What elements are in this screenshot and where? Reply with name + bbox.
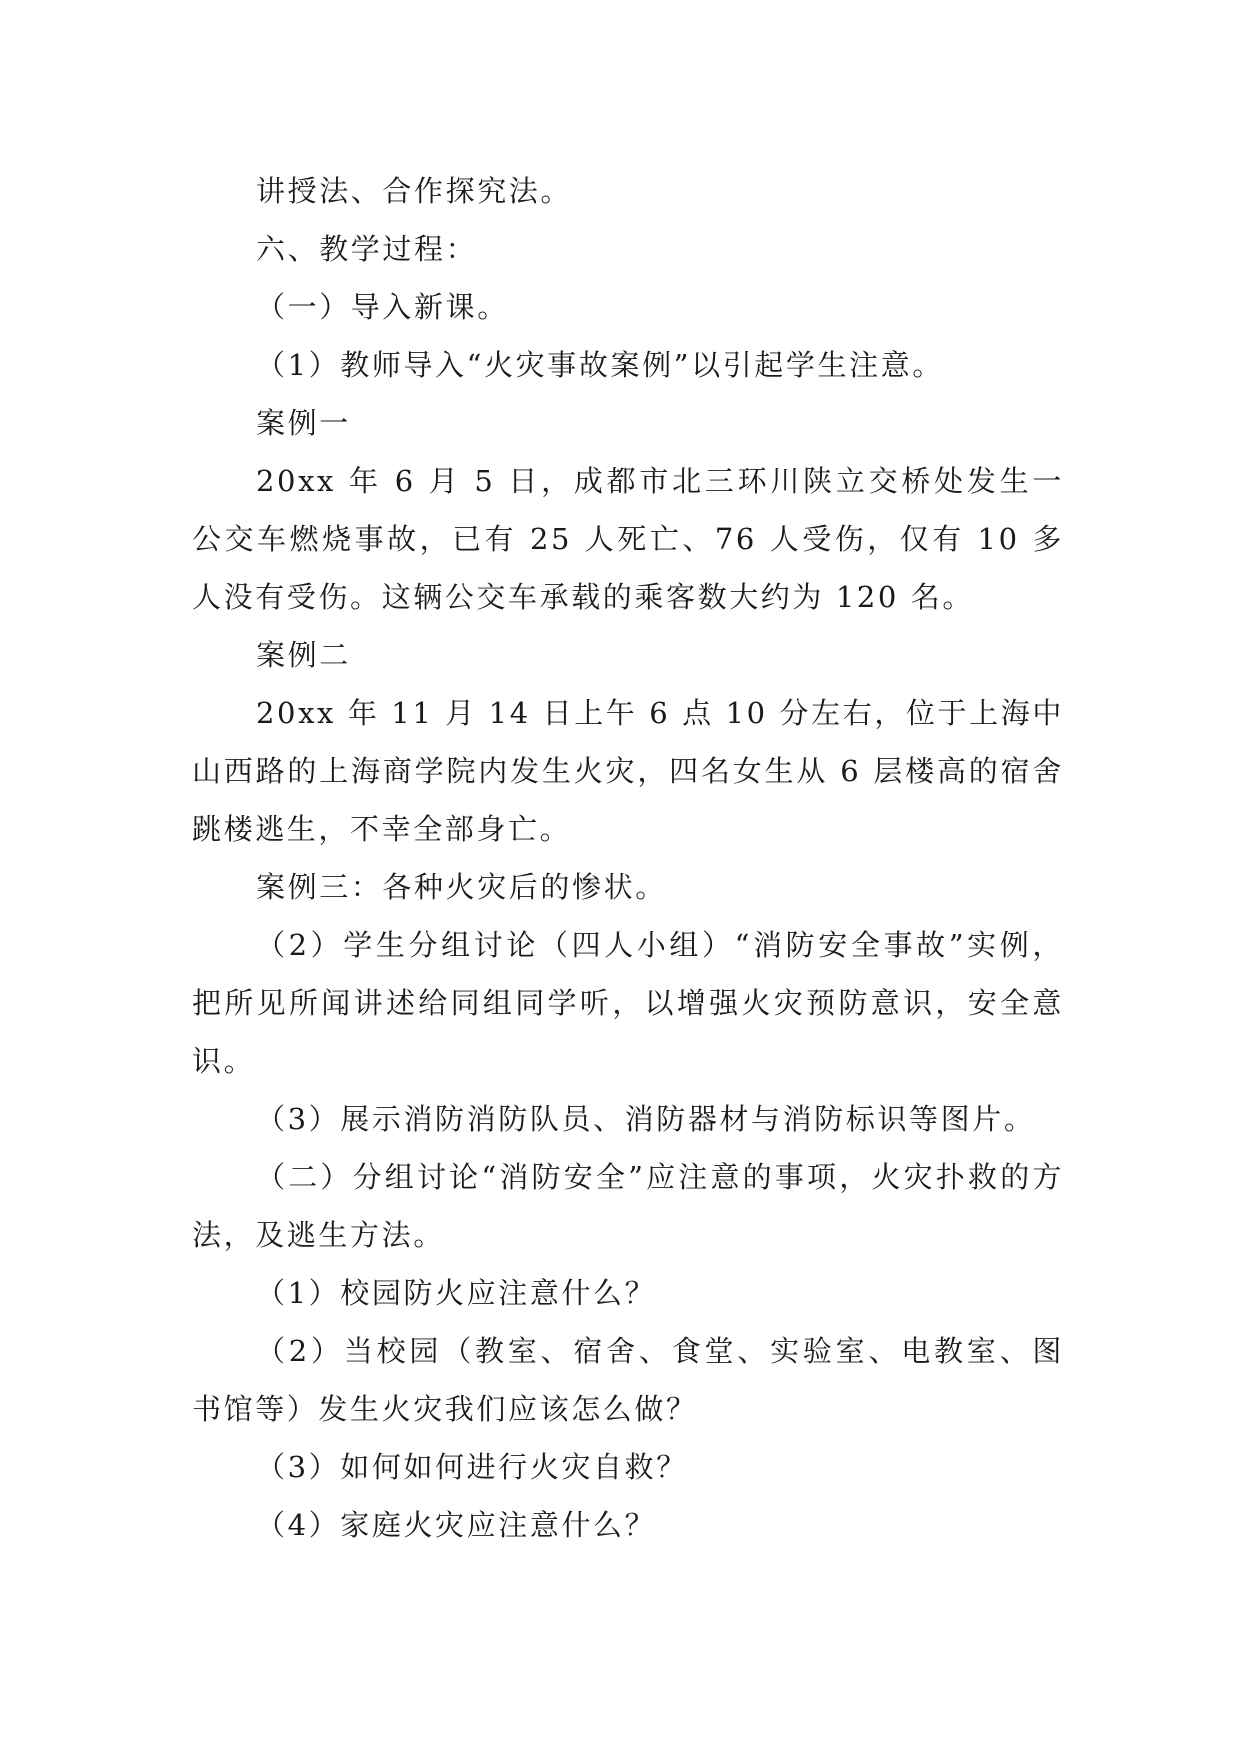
paragraph-show-pictures: （3）展示消防消防队员、消防器材与消防标识等图片。 bbox=[256, 1102, 1036, 1136]
question-self-rescue: （3）如何如何进行火灾自救？ bbox=[256, 1450, 688, 1484]
heading-discussion-topics: （二）分组讨论“消防安全”应注意的事项，火灾扑救的方法，及逃生方法。 bbox=[192, 1160, 1064, 1252]
heading-introduction: （一）导入新课。 bbox=[256, 290, 509, 324]
document-body bbox=[192, 162, 1064, 1554]
case-two-label: 案例二 bbox=[256, 638, 351, 672]
heading-teaching-process: 六、教学过程： bbox=[256, 232, 478, 266]
question-home-fire: （4）家庭火灾应注意什么？ bbox=[256, 1508, 657, 1542]
case-two-text: 20xx 年 11 月 14 日上午 6 点 10 分左右，位于上海中山西路的上海商学院内发生火灾，四名女生从 6 层楼高的宿舍跳楼逃生，不幸全部身亡。 bbox=[192, 696, 1064, 846]
paragraph-group-discussion: （2）学生分组讨论（四人小组）“消防安全事故”实例，把所见所闻讲述给同组同学听，以增强火灾预防意识，安全意识。 bbox=[192, 928, 1064, 1078]
question-campus-response: （2）当校园（教室、宿舍、食堂、实验室、电教室、图书馆等）发生火灾我们应该怎么做？ bbox=[192, 1334, 1064, 1426]
case-one-text: 20xx 年 6 月 5 日，成都市北三环川陕立交桥处发生一公交车燃烧事故，已有 25 人死亡、76 人受伤，仅有 10 多人没有受伤。这辆公交车承载的乘客数大约为 120 名。 bbox=[192, 464, 1064, 614]
paragraph-teacher-intro: （1）教师导入“火灾事故案例”以引起学生注意。 bbox=[256, 348, 944, 382]
case-one-label: 案例一 bbox=[256, 406, 351, 440]
question-campus-fire: （1）校园防火应注意什么？ bbox=[256, 1276, 657, 1310]
case-three-label: 案例三：各种火灾后的惨状。 bbox=[256, 870, 667, 904]
paragraph-teaching-methods: 讲授法、合作探究法。 bbox=[256, 174, 573, 208]
